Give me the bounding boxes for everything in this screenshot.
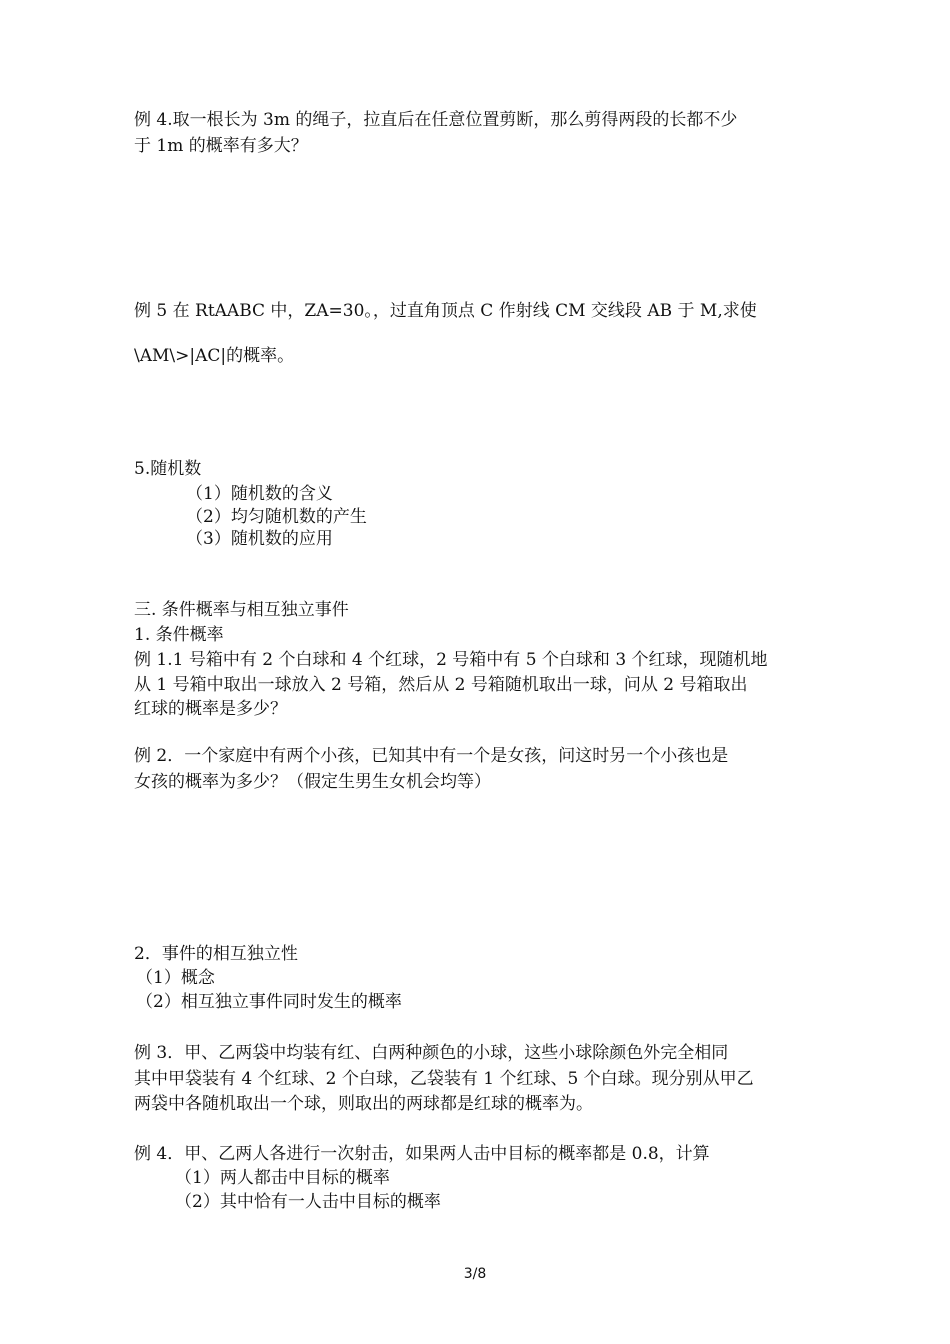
list-item: （1）概念 [136, 968, 215, 988]
list-item: （1）两人都击中目标的概率 [175, 1168, 390, 1188]
example-4-line-2: 于 1m 的概率有多大？ [134, 136, 308, 156]
example-2-line-2: 女孩的概率为多少？（假定生男生女机会均等） [134, 772, 491, 792]
page-number: 3/8 [463, 1266, 487, 1282]
example-3-line-1: 例 3．甲、乙两袋中均装有红、白两种颜色的小球，这些小球除颜色外完全相同 [134, 1043, 729, 1063]
subsection-conditional-probability-heading: 1. 条件概率 [134, 625, 224, 645]
example-4b-line-1: 例 4．甲、乙两人各进行一次射击，如果两人击中目标的概率都是 0.8，计算 [134, 1144, 710, 1164]
section-random-numbers-heading: 5.随机数 [134, 459, 202, 479]
example-1-line-1: 例 1.1 号箱中有 2 个白球和 4 个红球，2 号箱中有 5 个白球和 3 个红球，现随机地 [134, 650, 768, 670]
example-2-line-1: 例 2．一个家庭中有两个小孩，已知其中有一个是女孩，问这时另一个小孩也是 [134, 746, 729, 766]
list-item: （2）均匀随机数的产生 [186, 507, 367, 527]
example-4-line-1: 例 4.取一根长为 3m 的绳子，拉直后在任意位置剪断，那么剪得两段的长都不少 [134, 110, 738, 130]
example-5-line-2: \AM\>|AC|的概率。 [134, 346, 295, 366]
list-item: （2）相互独立事件同时发生的概率 [136, 992, 402, 1012]
example-5-line-1: 例 5 在 RtAABC 中，ZA=30。，过直角顶点 C 作射线 CM 交线段 AB 于 M,求使 [134, 301, 757, 321]
list-item: （3）随机数的应用 [186, 529, 333, 549]
example-3-line-2: 其中甲袋装有 4 个红球、2 个白球，乙袋装有 1 个红球、5 个白球。现分别从甲乙 [134, 1069, 754, 1089]
example-3-line-3: 两袋中各随机取出一个球，则取出的两球都是红球的概率为。 [134, 1094, 593, 1114]
example-1-line-2: 从 1 号箱中取出一球放入 2 号箱，然后从 2 号箱随机取出一球，问从 2 号箱取出 [134, 675, 748, 695]
example-1-line-3: 红球的概率是多少？ [134, 699, 287, 719]
list-item: （2）其中恰有一人击中目标的概率 [175, 1192, 441, 1212]
subsection-independence-heading: 2．事件的相互独立性 [134, 944, 298, 964]
section-3-heading: 三. 条件概率与相互独立事件 [134, 600, 349, 620]
list-item: （1）随机数的含义 [186, 484, 333, 504]
